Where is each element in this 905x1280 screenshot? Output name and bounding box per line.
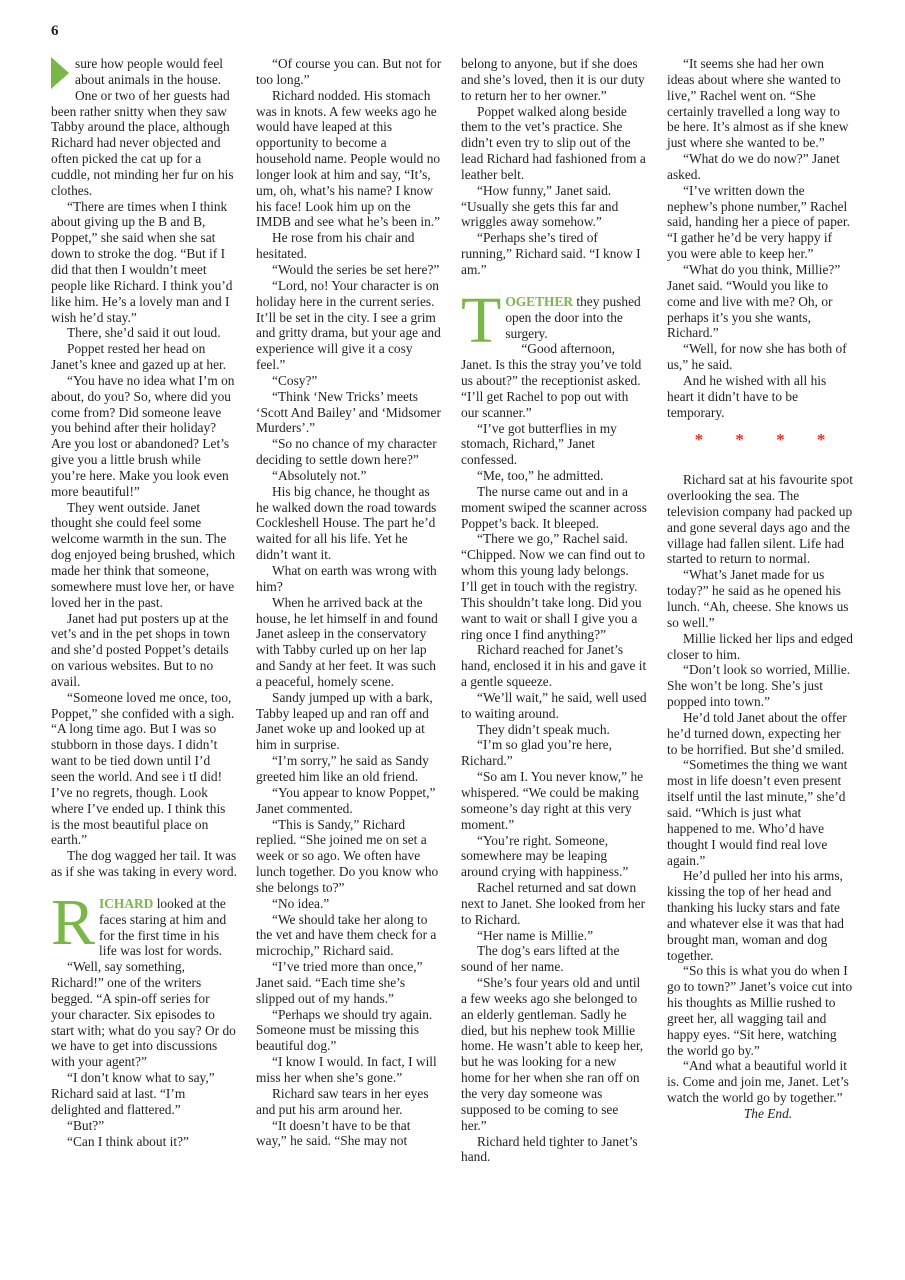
continuation-marker-icon	[51, 57, 69, 89]
paragraph: Sandy jumped up with a bark, Tabby leaped up and ran off and Janet woke up and looked up at him in surprise.	[256, 689, 433, 753]
paragraph: What on earth was wrong with him?	[256, 563, 437, 594]
paragraph: Richard nodded. His stomach was in knots. A few weeks ago he would have leaped at this opportunity to become a household name. People would no longer look at him and say, “It’s, um, oh, what’s his name? I know his face! Look him up on the IMDB and see what he’s been in.”	[256, 87, 441, 230]
paragraph: The dog’s ears lifted at the sound of her name.	[461, 943, 620, 975]
paragraph: “Me, too,” he admitted.	[477, 468, 604, 484]
lead-word: OGETHER	[505, 293, 574, 309]
the-end: The End.	[743, 1106, 793, 1121]
paragraph: He’d told Janet about the offer he’d turned down, expecting her to be horrified. But she’d smiled.	[667, 709, 847, 757]
paragraph: Poppet rested her head on Janet’s knee and gazed up at her.	[51, 341, 227, 373]
section-start-paragraph: RICHARD looked at the faces staring at him and for the first time in his life was lost for words.	[51, 885, 227, 959]
drop-cap: T	[461, 283, 502, 357]
paragraph: belong to anyone, but if she does and she’s loved, then it is our duty to return her to her owner.”	[461, 56, 645, 103]
paragraph: “You have no idea what I’m on about, do you? So, where did you come from? Did someone leave you behind after their holiday? Are you lost or abandoned? Let’s give you a little brush while you’re here. Make you look even more beautiful!”	[51, 372, 235, 499]
paragraph: Richard reached for Janet’s hand, enclosed it in his and gave it a gentle squeeze.	[461, 642, 647, 690]
paragraph: “Her name is Millie.”	[477, 927, 594, 943]
paragraph: His big chance, he thought as he walked down the road towards Cockleshell House. The part he’d waited for all his life. Yet he didn’t want it.	[256, 483, 437, 563]
paragraph: Richard sat at his favourite spot overlooking the sea. The television company had packed up and gone several days ago and the village had fallen silent. Life had started to return to normal.	[667, 472, 853, 567]
drop-cap: R	[51, 885, 96, 959]
paragraph: “Absolutely not.”	[272, 467, 367, 483]
paragraph: “There are times when I think about giving up the B and B, Poppet,” she said when she sat down to stroke the dog. “But if I did that then I wouldn’t meet people like Richard. I think you’d like him. He’s a lovely man and I wish he’d stay.”	[51, 198, 233, 325]
column-4	[667, 56, 853, 1122]
paragraph: “I know I would. In fact, I will miss her when she’s gone.”	[256, 1054, 437, 1085]
paragraph: “So this is what you do when I go to town?” Janet’s voice cut into his thoughts as Millie rushed to greet her, all wagging tail and happy eyes. “Sit here, watching the world go by.”	[667, 963, 853, 1058]
paragraph: “Can I think about it?”	[67, 1133, 189, 1149]
paragraph: “You appear to know Poppet,” Janet commented.	[256, 784, 436, 816]
lead-word: ICHARD	[99, 895, 154, 911]
paragraph: They went outside. Janet thought she could feel some welcome warmth in the sun. The dog enjoyed being brushed, which made her think that someone, somewhere must love her, or have loved her in the past.	[51, 499, 236, 610]
paragraph: “Cosy?”	[272, 372, 318, 388]
paragraph: Richard saw tears in her eyes and put his arm around her.	[256, 1085, 429, 1117]
paragraph: Rachel returned and sat down next to Janet. She looked from her to Richard.	[461, 880, 646, 927]
paragraph: “We’ll wait,” he said, well used to waiting around.	[461, 689, 647, 721]
paragraph: “It doesn’t have to be that way,” he said. “She may not	[256, 1117, 411, 1149]
paragraph: “Would the series be set here?”	[272, 261, 440, 277]
paragraph: “Sometimes the thing we want most in life doesn’t even present itself until the last minute,” she’d said. “Which is just what happened to me. Who’d have thought I would find real love again.”	[667, 757, 848, 868]
paragraph: “How funny,” Janet said. “Usually she gets this far and wriggles away somehow.”	[461, 182, 619, 230]
paragraph: “Of course you can. But not for too long.”	[256, 56, 442, 87]
paragraph: He rose from his chair and hesitated.	[256, 230, 415, 262]
paragraph: sure how people would feel about animals in the house. One or two of her guests had been rather snitty when they saw Tabby around the place, although Richard had never objected and often picked the cat up for a cuddle, not minding her fur on his clothes.	[51, 56, 234, 198]
paragraph: “Perhaps she’s tired of running,” Richard said. “I know I am.”	[461, 230, 641, 277]
paragraph: “There we go,” Rachel said. “Chipped. Now we can find out to whom this young lady belongs. I’ll get in touch with the registry. This shouldn’t take long. Did you want to wait or shall I give you a ring once I find anything?”	[461, 531, 646, 642]
paragraph: There, she’d said it out loud.	[67, 325, 221, 341]
paragraph: “Well, for now she has both of us,” he said.	[667, 341, 847, 373]
paragraph: “I don’t know what to say,” Richard said at last. “I’m delighted and flattered.”	[51, 1070, 215, 1117]
column-2	[256, 56, 442, 1149]
paragraph: “She’s four years old and until a few weeks ago she belonged to an elderly gentleman. Sadly he died, but his nephew took Millie home. He wasn’t able to keep her, but he was looking for a new home for her when she ran off on the very day someone was supposed to be coming to see her.”	[461, 975, 644, 1133]
paragraph: The dog wagged her tail. It was as if she was taking in every word.	[51, 848, 237, 880]
paragraph: “You’re right. Someone, somewhere may be leaping around crying with happiness.”	[461, 832, 629, 880]
paragraph: Richard held tighter to Janet’s hand.	[461, 1133, 638, 1165]
paragraph: “So am I. You never know,” he whispered. “We could be making someone’s day right at this very moment.”	[461, 769, 644, 832]
paragraph: “Well, say something, Richard!” one of the writers begged. “A spin-off series for your character. Six episodes to start with; what do you say? Or do we have to get into discussions with your agent?”	[51, 959, 236, 1070]
paragraph: “I’ve written down the nephew’s phone number,” Rachel said, handing her a piece of paper. “I gather he’d be very happy if you were able to keep her.”	[667, 182, 850, 262]
paragraph: “Don’t look so worried, Millie. She won’t be long. She’s just popped into town.”	[667, 662, 851, 710]
paragraph: “But?”	[67, 1117, 105, 1133]
paragraph: “Lord, no! Your character is on holiday here in the current series. It’ll be set in the city. I see a grim and gritty drama, but your age and experience will give it a cosy feel.”	[256, 277, 441, 373]
paragraph: He’d pulled her into his arms, kissing the top of her head and thanking his lucky stars and fate and whatever else it was that had brought man, woman and dog together.	[667, 868, 844, 963]
paragraph: Poppet walked along beside them to the vet’s practice. She didn’t even try to slip out of the lead Richard had fashioned from a leather belt.	[461, 103, 646, 182]
paragraph: “What’s Janet made for us today?” he said as he opened his lunch. “Ah, cheese. She knows us so well.”	[667, 567, 849, 630]
paragraph: When he arrived back at the house, he let himself in and found Janet asleep in the conservatory with Tabby curled up on her lap and Sandy at her feet. It was such a peaceful, homely scene.	[256, 594, 438, 689]
section-start-paragraph: TOGETHER they pushed open the door into the surgery.	[461, 283, 641, 357]
paragraph: “I’ve got butterflies in my stomach, Richard,” Janet confessed.	[461, 420, 617, 468]
page-number: 6	[51, 23, 59, 39]
paragraph: “And what a beautiful world it is. Come and join me, Janet. Let’s watch the world go by together.”	[667, 1058, 849, 1106]
paragraph: “Think ‘New Tricks’ meets ‘Scott And Bailey’ and ‘Midsomer Murders’.”	[256, 388, 441, 436]
paragraph: “I’ve tried more than once,” Janet said. “Each time she’s slipped out of my hands.”	[256, 959, 423, 1006]
section-break-stars: * * * *	[694, 430, 840, 450]
paragraph: “I’m so glad you’re here, Richard.”	[461, 737, 612, 769]
paragraph: “What do you think, Millie?” Janet said. “Would you like to come and live with me? Oh, or perhaps it’s you she wants, Richard.”	[667, 261, 841, 341]
paragraph: “I’m sorry,” he said as Sandy greeted him like an old friend.	[256, 753, 429, 784]
column-3	[461, 56, 647, 1165]
paragraph: “Perhaps we should try again. Someone must be missing this beautiful dog.”	[256, 1006, 433, 1054]
paragraph: “It seems she had her own ideas about where she wanted to live,” Rachel went on. “She certainly travelled a long way to be here. It’s almost as if she knew just where she wanted to be.”	[667, 56, 849, 151]
paragraph: “We should take her along to the vet and have them check for a microchip,” Richard said.	[256, 911, 437, 959]
paragraph: The nurse came out and in a moment swiped the scanner across Poppet’s back. It bleeped.	[461, 483, 647, 531]
paragraph: “So no chance of my character deciding to settle down here?”	[256, 436, 437, 468]
paragraph: Janet had put posters up at the vet’s and in the pet shops in town and she’d posted Poppet’s details on various websites. But to no avail.	[51, 610, 230, 689]
paragraph: “This is Sandy,” Richard replied. “She joined me on set a week or so ago. We often have lunch together. Do you know who she belongs to?”	[256, 816, 439, 895]
paragraph: “Good afternoon, Janet. Is this the stray you’ve told us about?” the receptionist asked. “I’ll get Rachel to pop out with our scanner.”	[461, 341, 642, 420]
paragraph: “Someone loved me once, too, Poppet,” she confided with a sigh. “A long time ago. But I was so stubborn in those days. I didn’t want to be tied down until I’d seen the world. And see i tI did! I’ve no regrets, though. Look where I’ve ended up. I think this is the most beautiful place on earth.”	[51, 689, 235, 848]
paragraph: “No idea.”	[272, 895, 330, 911]
paragraph: Millie licked her lips and edged closer to him.	[667, 630, 853, 662]
paragraph: “What do we do now?” Janet asked.	[667, 151, 840, 182]
paragraph: They didn’t speak much.	[477, 721, 610, 737]
paragraph: And he wished with all his heart it didn’t have to be temporary.	[667, 372, 827, 420]
column-1	[51, 56, 237, 1149]
